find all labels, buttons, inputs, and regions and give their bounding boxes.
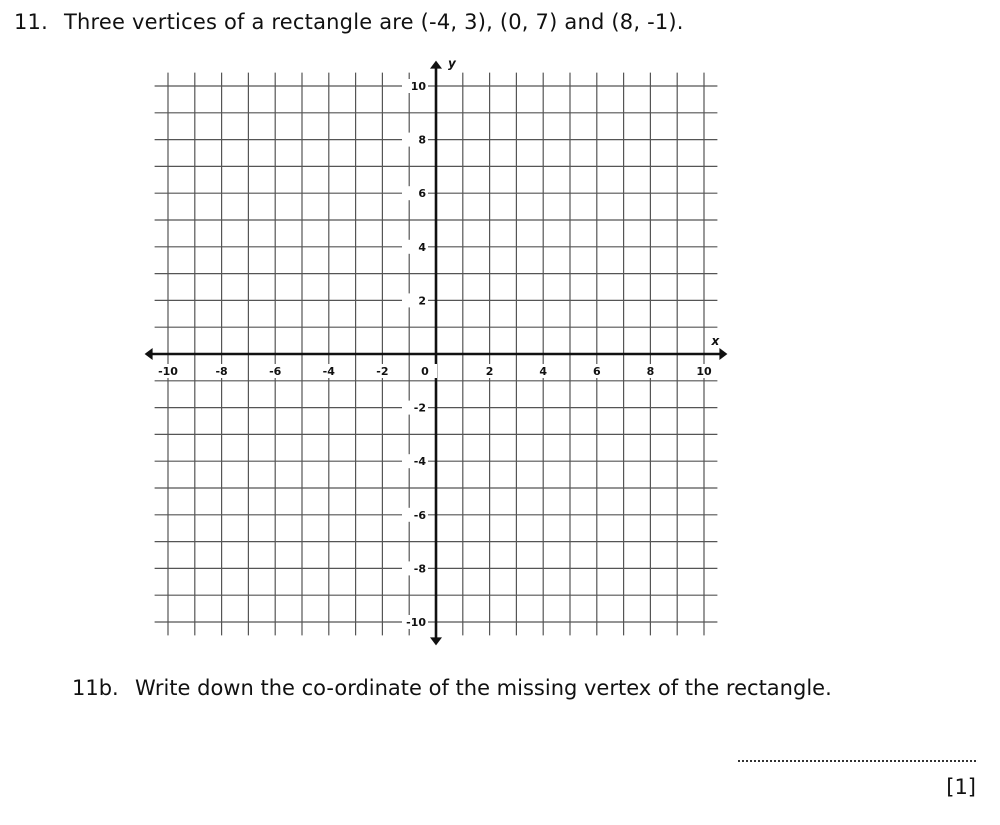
x-tick-label: -8: [215, 365, 228, 378]
answer-line[interactable]: [738, 752, 976, 762]
question-text: Three vertices of a rectangle are (-4, 3), (0, 7) and (8, -1).: [64, 10, 684, 34]
y-axis-arrow-down-icon: [430, 637, 442, 645]
subquestion-text: Write down the co-ordinate of the missing vertex of the rectangle.: [135, 676, 832, 700]
x-tick-label: -2: [376, 365, 389, 378]
x-tick-label: 10: [696, 365, 712, 378]
question-number: 11.: [14, 10, 48, 34]
x-tick-label: 8: [646, 365, 655, 378]
x-tick-labels: [156, 364, 716, 378]
x-axis-label: x: [711, 334, 720, 348]
y-tick-label: -10: [406, 616, 426, 629]
y-tick-label: -2: [413, 401, 426, 415]
x-tick-label: 6: [592, 365, 601, 378]
subquestion-number: 11b.: [72, 676, 119, 700]
y-axis-arrow-up-icon: [430, 61, 442, 69]
y-tick-label: -8: [413, 562, 426, 576]
x-tick-label: -4: [322, 365, 335, 378]
y-tick-label: 8: [418, 133, 426, 147]
y-tick-label: 10: [410, 80, 426, 93]
question-11b: [72, 676, 832, 700]
x-tick-label: -10: [158, 365, 178, 378]
y-tick-label: -6: [413, 508, 426, 522]
y-tick-label: 6: [418, 187, 426, 201]
y-tick-label: 4: [418, 240, 426, 254]
x-tick-label: -6: [269, 365, 282, 378]
y-tick-label: -4: [413, 455, 426, 469]
x-tick-label: 2: [485, 365, 494, 378]
x-tick-label: 4: [539, 365, 548, 378]
x-axis-arrow-left-icon: [145, 348, 153, 360]
marks-label: [1]: [946, 775, 976, 799]
y-tick-label: 2: [418, 294, 426, 308]
axes: [145, 61, 728, 646]
axis-letters: [448, 57, 721, 348]
x-tick-label: 0: [421, 365, 429, 378]
x-axis-arrow-right-icon: [719, 348, 727, 360]
y-axis-label: y: [448, 56, 456, 71]
